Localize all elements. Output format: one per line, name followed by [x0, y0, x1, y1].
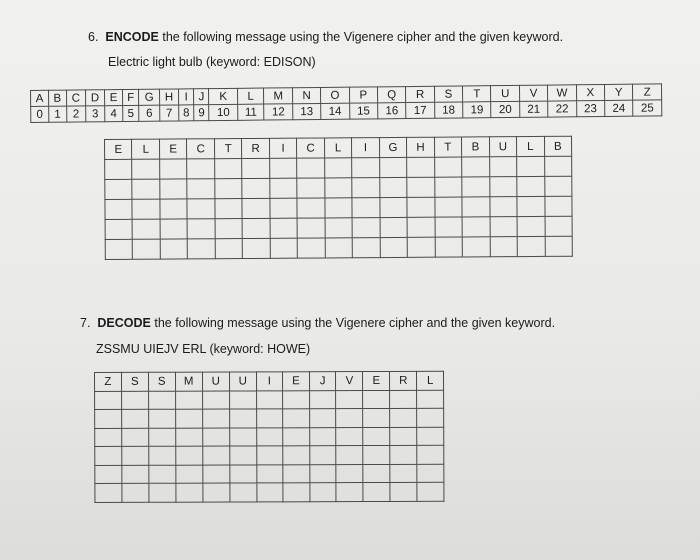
q6-heading	[88, 30, 563, 44]
encode-header-cell: B	[462, 137, 490, 157]
alphabet-number-cell: 22	[548, 101, 577, 117]
encode-answer-cell[interactable]	[105, 159, 133, 179]
encode-answer-cell[interactable]	[133, 219, 161, 239]
encode-answer-cell[interactable]	[380, 197, 408, 217]
encode-answer-cell[interactable]	[352, 218, 380, 238]
encode-answer-cell[interactable]	[489, 177, 517, 197]
encode-header-cell: H	[407, 137, 435, 157]
encode-answer-cell[interactable]	[435, 217, 463, 237]
encode-answer-cell[interactable]	[490, 217, 518, 237]
alphabet-letter-cell: O	[321, 87, 350, 103]
decode-answer-cell[interactable]	[336, 464, 363, 483]
decode-answer-cell[interactable]	[148, 409, 175, 428]
decode-answer-cell[interactable]	[256, 409, 282, 428]
decode-answer-cell[interactable]	[283, 446, 310, 465]
decode-answer-cell[interactable]	[283, 427, 310, 446]
encode-answer-cell[interactable]	[462, 217, 490, 237]
q6-subtitle: Electric light bulb (keyword: EDISON)	[108, 55, 316, 69]
encode-answer-cell[interactable]	[188, 239, 216, 259]
encode-answer-cell[interactable]	[160, 179, 188, 199]
decode-answer-cell[interactable]	[256, 446, 282, 465]
decode-answer-cell[interactable]	[95, 409, 122, 428]
encode-answer-cell[interactable]	[379, 177, 407, 197]
encode-answer-cell[interactable]	[545, 236, 573, 256]
decode-answer-cell[interactable]	[310, 446, 337, 465]
alphabet-letter-cell: V	[519, 85, 548, 101]
decode-answer-cell[interactable]	[283, 390, 310, 409]
decode-header-cell: L	[417, 371, 444, 390]
encode-answer-cell[interactable]	[407, 197, 435, 217]
encode-header-cell: C	[297, 138, 325, 158]
encode-grid	[104, 136, 573, 260]
alphabet-number-cell: 14	[321, 103, 350, 119]
q7-number: 7.	[80, 316, 91, 330]
decode-answer-row	[95, 408, 444, 428]
decode-answer-cell[interactable]	[95, 428, 122, 447]
encode-answer-cell[interactable]	[324, 158, 352, 178]
encode-header-cell: T	[214, 139, 242, 159]
encode-header-cell: B	[544, 136, 572, 156]
encode-answer-cell[interactable]	[352, 238, 380, 258]
decode-answer-cell[interactable]	[417, 464, 444, 483]
alphabet-letter-cell: C	[66, 90, 85, 106]
decode-answer-cell[interactable]	[202, 391, 229, 410]
decode-answer-cell[interactable]	[175, 446, 202, 465]
alphabet-letter-cell: I	[178, 89, 193, 105]
decode-header-cell: U	[229, 372, 256, 391]
decode-answer-cell[interactable]	[390, 427, 417, 446]
encode-header-cell: U	[489, 137, 517, 157]
encode-answer-cell[interactable]	[187, 219, 215, 239]
encode-answer-cell[interactable]	[297, 158, 325, 178]
encode-answer-cell[interactable]	[270, 178, 298, 198]
decode-answer-cell[interactable]	[230, 464, 257, 483]
alphabet-letter-cell: P	[349, 87, 378, 103]
encode-answer-cell[interactable]	[380, 217, 408, 237]
alphabet-number-cell: 25	[633, 100, 662, 116]
encode-answer-cell[interactable]	[132, 199, 160, 219]
decode-answer-cell[interactable]	[257, 464, 283, 483]
encode-answer-cell[interactable]	[490, 237, 518, 257]
encode-answer-cell[interactable]	[242, 158, 270, 178]
alphabet-number-cell: 23	[576, 100, 605, 116]
encode-answer-cell[interactable]	[160, 219, 188, 239]
decode-answer-cell[interactable]	[336, 446, 363, 465]
alphabet-letter-cell: S	[434, 86, 463, 102]
alphabet-letter-cell: U	[491, 85, 520, 101]
alphabet-letter-cell: M	[264, 88, 293, 104]
decode-answer-cell[interactable]	[309, 409, 336, 428]
alphabet-letter-cell: B	[48, 90, 66, 106]
decode-header-cell: Z	[95, 372, 122, 391]
alphabet-letter-cell: L	[237, 88, 264, 104]
decode-answer-cell[interactable]	[148, 391, 175, 410]
encode-answer-cell[interactable]	[242, 218, 270, 238]
encode-answer-cell[interactable]	[407, 157, 435, 177]
decode-answer-cell[interactable]	[256, 390, 282, 409]
decode-answer-cell[interactable]	[229, 446, 256, 465]
encode-answer-cell[interactable]	[489, 157, 517, 177]
encode-header-cell: E	[159, 139, 187, 159]
alphabet-number-cell: 19	[463, 102, 492, 118]
alphabet-letter-cell: Q	[377, 87, 406, 103]
decode-answer-cell[interactable]	[148, 446, 175, 465]
encode-answer-cell[interactable]	[187, 159, 215, 179]
encode-answer-cell[interactable]	[270, 198, 298, 218]
decode-answer-cell[interactable]	[203, 483, 230, 502]
encode-answer-cell[interactable]	[325, 198, 353, 218]
decode-answer-cell[interactable]	[256, 427, 282, 446]
encode-answer-cell[interactable]	[325, 238, 353, 258]
encode-answer-cell[interactable]	[270, 218, 298, 238]
encode-answer-cell[interactable]	[517, 196, 545, 216]
decode-answer-cell[interactable]	[95, 446, 122, 465]
alphabet-number-cell: 3	[86, 106, 105, 122]
encode-answer-cell[interactable]	[215, 159, 243, 179]
alphabet-number-cell: 17	[406, 102, 435, 118]
encode-answer-cell[interactable]	[352, 178, 380, 198]
alphabet-letter-cell: D	[85, 90, 104, 106]
encode-answer-cell[interactable]	[297, 238, 325, 258]
alphabet-number-cell: 18	[434, 102, 463, 118]
decode-answer-cell[interactable]	[310, 483, 337, 502]
decode-header-cell: E	[363, 371, 390, 390]
alphabet-number-cell: 8	[179, 105, 194, 121]
alphabet-number-cell: 5	[123, 105, 140, 121]
encode-answer-cell[interactable]	[132, 179, 160, 199]
decode-answer-row	[95, 464, 444, 484]
alphabet-number-cell: 12	[264, 104, 293, 120]
encode-answer-cell[interactable]	[215, 179, 243, 199]
decode-answer-cell[interactable]	[309, 390, 336, 409]
decode-answer-cell[interactable]	[202, 409, 229, 428]
decode-answer-cell[interactable]	[121, 428, 148, 447]
decode-answer-cell[interactable]	[122, 446, 149, 465]
alphabet-number-cell: 11	[237, 104, 264, 120]
decode-answer-row	[95, 390, 444, 410]
alphabet-letter-cell: F	[122, 89, 139, 105]
alphabet-number-cell: 13	[293, 103, 322, 119]
encode-answer-cell[interactable]	[160, 239, 188, 259]
encode-answer-cell[interactable]	[434, 177, 462, 197]
encode-answer-cell[interactable]	[407, 177, 435, 197]
decode-answer-cell[interactable]	[229, 427, 256, 446]
decode-answer-cell[interactable]	[257, 483, 283, 502]
decode-header-cell: R	[390, 371, 417, 390]
encode-header-cell: L	[132, 139, 160, 159]
encode-answer-cell[interactable]	[105, 219, 133, 239]
encode-answer-cell[interactable]	[435, 197, 463, 217]
q6-verb: ENCODE	[105, 30, 159, 44]
encode-answer-cell[interactable]	[297, 198, 325, 218]
alphabet-letter-cell: Z	[633, 84, 662, 100]
decode-answer-cell[interactable]	[95, 483, 122, 502]
alphabet-letter-cell: J	[194, 89, 209, 105]
encode-answer-cell[interactable]	[462, 197, 490, 217]
decode-header-row	[95, 371, 444, 391]
encode-answer-cell[interactable]	[380, 237, 408, 257]
alphabet-number-cell: 6	[139, 105, 160, 121]
encode-header-cell: I	[352, 138, 380, 158]
decode-answer-cell[interactable]	[149, 483, 176, 502]
encode-answer-cell[interactable]	[215, 199, 243, 219]
encode-answer-cell[interactable]	[544, 156, 572, 176]
decode-header-cell: S	[148, 372, 175, 391]
encode-answer-cell[interactable]	[132, 159, 160, 179]
decode-answer-cell[interactable]	[390, 408, 417, 427]
alphabet-letter-cell: T	[463, 86, 492, 102]
alphabet-number-cell: 16	[378, 103, 407, 119]
alphabet-letter-cell: K	[209, 88, 238, 104]
alphabet-number-cell: 9	[194, 105, 209, 121]
decode-answer-cell[interactable]	[95, 391, 122, 410]
decode-header-cell: S	[121, 372, 148, 391]
q6-instruction: the following message using the Vigenere cipher and the given keyword.	[158, 30, 564, 44]
encode-answer-cell[interactable]	[243, 238, 271, 258]
q7-subtitle: ZSSMU UIEJV ERL (keyword: HOWE)	[96, 342, 311, 356]
decode-grid	[94, 371, 444, 503]
encode-answer-cell[interactable]	[379, 157, 407, 177]
decode-answer-cell[interactable]	[175, 409, 202, 428]
alphabet-number-cell: 24	[605, 100, 634, 116]
encode-answer-cell[interactable]	[462, 177, 490, 197]
encode-answer-cell[interactable]	[187, 199, 215, 219]
alphabet-number-cell: 1	[49, 106, 67, 122]
encode-answer-cell[interactable]	[517, 156, 545, 176]
encode-answer-cell[interactable]	[215, 239, 243, 259]
decode-answer-cell[interactable]	[417, 445, 444, 464]
decode-header-cell: M	[175, 372, 202, 391]
decode-answer-cell[interactable]	[363, 408, 390, 427]
encode-answer-cell[interactable]	[325, 218, 353, 238]
decode-header-cell: U	[202, 372, 229, 391]
encode-answer-cell[interactable]	[489, 197, 517, 217]
decode-answer-cell[interactable]	[229, 409, 256, 428]
decode-answer-cell[interactable]	[95, 465, 122, 484]
alphabet-number-cell: 21	[519, 101, 548, 117]
encode-answer-cell[interactable]	[407, 237, 435, 257]
decode-header-cell: I	[256, 372, 282, 391]
q6-number: 6.	[88, 30, 99, 44]
decode-answer-cell[interactable]	[283, 409, 310, 428]
decode-answer-cell[interactable]	[363, 482, 390, 501]
encode-answer-cell[interactable]	[407, 217, 435, 237]
encode-answer-cell[interactable]	[242, 198, 270, 218]
alphabet-letter-cell: G	[139, 89, 160, 105]
encode-header-cell: I	[269, 138, 297, 158]
decode-answer-cell[interactable]	[417, 427, 444, 446]
decode-answer-cell[interactable]	[283, 483, 310, 502]
decode-answer-cell[interactable]	[310, 464, 337, 483]
alphabet-number-cell: 2	[66, 106, 85, 122]
decode-answer-cell[interactable]	[417, 482, 444, 501]
encode-answer-cell[interactable]	[269, 158, 297, 178]
decode-answer-cell[interactable]	[148, 428, 175, 447]
encode-answer-cell[interactable]	[325, 178, 353, 198]
decode-answer-cell[interactable]	[390, 464, 417, 483]
encode-answer-cell[interactable]	[105, 179, 133, 199]
decode-answer-cell[interactable]	[175, 391, 202, 410]
decode-answer-row	[95, 445, 444, 465]
decode-answer-cell[interactable]	[175, 465, 202, 484]
encode-header-cell: E	[105, 139, 133, 159]
decode-answer-cell[interactable]	[390, 445, 417, 464]
q7-heading	[80, 316, 555, 330]
decode-answer-cell[interactable]	[175, 483, 202, 502]
decode-answer-cell[interactable]	[417, 408, 444, 427]
alphabet-letter-cell: X	[576, 84, 605, 100]
alphabet-number-cell: 15	[349, 103, 378, 119]
decode-answer-cell[interactable]	[121, 409, 148, 428]
encode-answer-cell[interactable]	[352, 158, 380, 178]
encode-answer-cell[interactable]	[242, 178, 270, 198]
decode-answer-cell[interactable]	[203, 465, 230, 484]
alphabet-number-cell: 7	[159, 105, 178, 121]
decode-answer-cell[interactable]	[363, 427, 390, 446]
alphabet-letter-cell: N	[292, 87, 321, 103]
decode-answer-cell[interactable]	[122, 483, 149, 502]
alphabet-letter-cell: H	[159, 89, 178, 105]
encode-answer-cell[interactable]	[462, 157, 490, 177]
decode-answer-cell[interactable]	[336, 427, 363, 446]
encode-answer-cell[interactable]	[352, 198, 380, 218]
decode-answer-cell[interactable]	[390, 482, 417, 501]
encode-answer-cell[interactable]	[105, 199, 133, 219]
q7-verb: DECODE	[97, 316, 151, 330]
decode-header-cell: E	[282, 372, 309, 391]
alphabet-number-cell: 4	[105, 106, 123, 122]
decode-answer-cell[interactable]	[417, 390, 444, 409]
alphabet-number-cell: 10	[209, 104, 238, 120]
encode-answer-cell[interactable]	[434, 157, 462, 177]
encode-answer-cell[interactable]	[160, 159, 188, 179]
alphabet-number-cell: 0	[31, 106, 49, 122]
decode-answer-cell[interactable]	[336, 390, 363, 409]
alphabet-number-cell: 20	[491, 101, 520, 117]
decode-answer-cell[interactable]	[121, 391, 148, 410]
decode-answer-cell[interactable]	[122, 465, 149, 484]
encode-header-cell: L	[324, 138, 352, 158]
encode-answer-cell[interactable]	[517, 176, 545, 196]
alphabet-letter-cell: Y	[604, 84, 633, 100]
decode-answer-cell[interactable]	[283, 464, 310, 483]
decode-answer-cell[interactable]	[203, 446, 230, 465]
encode-header-cell: T	[434, 137, 462, 157]
encode-answer-cell[interactable]	[544, 176, 572, 196]
encode-answer-cell[interactable]	[160, 199, 188, 219]
decode-answer-cell[interactable]	[363, 445, 390, 464]
encode-answer-cell[interactable]	[105, 239, 133, 259]
encode-answer-cell[interactable]	[297, 178, 325, 198]
decode-header-cell: V	[336, 372, 363, 391]
decode-answer-cell[interactable]	[363, 464, 390, 483]
encode-answer-cell[interactable]	[544, 196, 572, 216]
encode-answer-cell[interactable]	[215, 219, 243, 239]
alphabet-table	[30, 83, 662, 123]
alphabet-letter-cell: E	[105, 90, 123, 106]
encode-answer-cell[interactable]	[545, 216, 573, 236]
decode-answer-cell[interactable]	[175, 428, 202, 447]
decode-answer-cell[interactable]	[390, 390, 417, 409]
decode-header-cell: J	[309, 372, 336, 391]
decode-answer-cell[interactable]	[336, 409, 363, 428]
decode-answer-cell[interactable]	[202, 428, 229, 447]
encode-header-cell: C	[187, 139, 215, 159]
encode-answer-cell[interactable]	[133, 239, 161, 259]
encode-answer-cell[interactable]	[517, 216, 545, 236]
decode-answer-row	[95, 427, 444, 447]
encode-answer-cell[interactable]	[462, 237, 490, 257]
encode-answer-cell[interactable]	[270, 238, 298, 258]
encode-answer-row	[105, 236, 572, 259]
decode-answer-cell[interactable]	[230, 483, 257, 502]
decode-answer-cell[interactable]	[336, 483, 363, 502]
alphabet-letter-cell: R	[406, 86, 435, 102]
encode-answer-cell[interactable]	[297, 218, 325, 238]
encode-answer-cell[interactable]	[517, 236, 545, 256]
decode-answer-cell[interactable]	[310, 427, 337, 446]
encode-header-cell: R	[242, 138, 270, 158]
encode-answer-cell[interactable]	[435, 237, 463, 257]
decode-answer-cell[interactable]	[363, 390, 390, 409]
q7-instruction: the following message using the Vigenere cipher and the given keyword.	[150, 316, 556, 330]
alphabet-letter-cell: A	[31, 90, 49, 106]
encode-header-cell: L	[517, 136, 545, 156]
encode-answer-cell[interactable]	[187, 179, 215, 199]
decode-answer-cell[interactable]	[149, 465, 176, 484]
encode-header-cell: G	[379, 137, 407, 157]
decode-answer-cell[interactable]	[229, 390, 256, 409]
decode-answer-row	[95, 482, 444, 502]
alphabet-letter-cell: W	[548, 85, 577, 101]
